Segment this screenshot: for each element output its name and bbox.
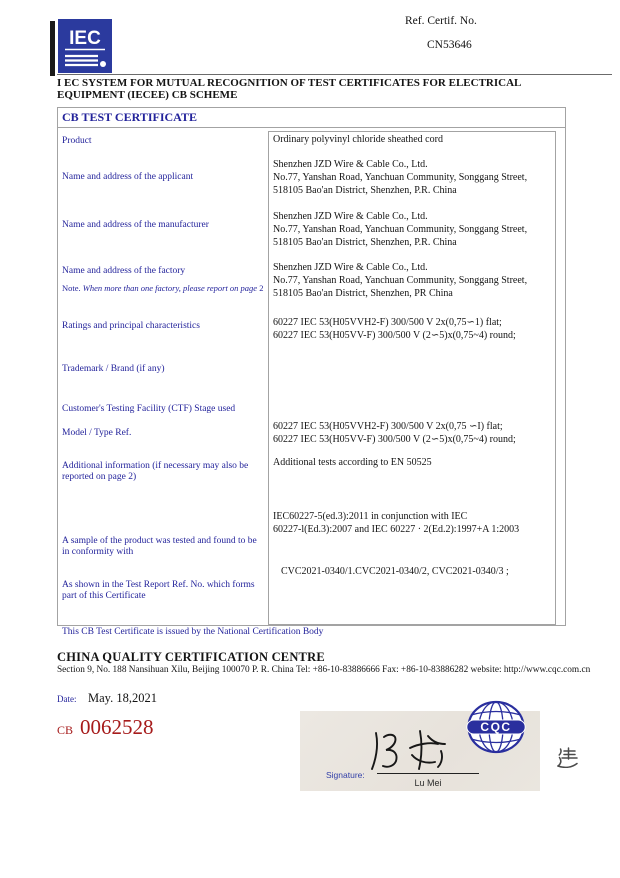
field-label-factory: Name and address of the factory bbox=[62, 266, 186, 276]
value-line: No.77, Yanshan Road, Yanchuan Community, Songgang Street, bbox=[273, 275, 528, 286]
note-italic-text: When more than one factory, please report on page bbox=[82, 283, 258, 293]
cb-number-value: 0062528 bbox=[80, 715, 154, 739]
iec-logo bbox=[58, 19, 112, 73]
note-prefix: Note. bbox=[62, 283, 81, 293]
certificate-footer-note: This CB Test Certificate is issued by the National Certification Body bbox=[62, 627, 324, 637]
field-value-test-report bbox=[273, 566, 551, 579]
value-line: Shenzhen JZD Wire & Cable Co., Ltd. bbox=[273, 262, 428, 273]
cb-number-prefix: CB bbox=[57, 723, 74, 737]
field-value-conformity bbox=[273, 510, 551, 536]
field-value-factory bbox=[273, 261, 551, 300]
date-label: Date: bbox=[57, 694, 77, 704]
value-line: CVC2021-0340/1.CVC2021-0340/2, CVC2021-0340/3 ; bbox=[281, 566, 509, 577]
value-line: Shenzhen JZD Wire & Cable Co., Ltd. bbox=[273, 211, 428, 222]
issuer-address: Section 9, No. 188 Nansihuan Xilu, Beijing 100070 P. R. China Tel: +86-10-83886666 Fax: +86-10-83886282 website: http://www.cqc.com.cn bbox=[57, 665, 591, 675]
signature-strokes bbox=[362, 726, 482, 772]
field-value-model bbox=[273, 420, 551, 446]
field-value-product bbox=[273, 134, 551, 147]
ref-certif-value: CN53646 bbox=[427, 39, 472, 51]
field-label-trademark: Trademark / Brand (if any) bbox=[62, 364, 165, 374]
value-line: No.77, Yanshan Road, Yanchuan Community, Songgang Street, bbox=[273, 172, 528, 183]
issuer-name: CHINA QUALITY CERTIFICATION CENTRE bbox=[57, 650, 325, 664]
signature-handwriting bbox=[362, 726, 482, 772]
field-note-factory bbox=[62, 283, 277, 294]
value-line: 60227 IEC 53(H05VV-F) 300/500 V (2∽5)x(0,75~4) round; bbox=[273, 434, 516, 445]
jian-stamp-strokes bbox=[556, 746, 578, 768]
scheme-heading: I EC SYSTEM FOR MUTUAL RECOGNITION OF TEST CERTIFICATES FOR ELECTRICAL EQUIPMENT (IECEE) CB SCHEME bbox=[57, 77, 521, 101]
date-value: May. 18,2021 bbox=[88, 691, 157, 705]
value-line: 518105 Bao'an District, Shenzhen, P.R. China bbox=[273, 237, 457, 248]
value-line: No.77, Yanshan Road, Yanchuan Community, Songgang Street, bbox=[273, 224, 528, 235]
field-label-conformity: A sample of the product was tested and found to be in conformity with bbox=[62, 536, 257, 557]
field-label-ratings: Ratings and principal characteristics bbox=[62, 321, 200, 331]
field-value-additional-info bbox=[273, 457, 551, 470]
value-line: 60227 IEC 53(H05VVH2-F) 300/500 V 2x(0,75∽1) flat; bbox=[273, 317, 502, 328]
field-value-ratings bbox=[273, 316, 551, 342]
iec-logo-text: IEC bbox=[69, 28, 101, 49]
note-suffix: 2 bbox=[259, 283, 264, 293]
header-rule bbox=[57, 74, 612, 75]
signature-label: Signature: bbox=[326, 770, 365, 780]
value-line: 60227 IEC 53(H05VV-F) 300/500 V (2∽5)x(0,75~4) round; bbox=[273, 330, 516, 341]
value-line: Ordinary polyvinyl chloride sheathed cord bbox=[273, 134, 443, 145]
certificate-title-rule bbox=[57, 127, 565, 128]
value-line: Shenzhen JZD Wire & Cable Co., Ltd. bbox=[273, 159, 428, 170]
jian-stamp-character bbox=[556, 746, 578, 768]
cqc-logo-text: CQC bbox=[480, 720, 512, 734]
field-label-ctf: Customer's Testing Facility (CTF) Stage used bbox=[62, 404, 236, 414]
value-line: 60227-l(Ed.3):2007 and IEC 60227 · 2(Ed.2):1997+A 1:2003 bbox=[273, 524, 520, 535]
field-label-product: Product bbox=[62, 136, 92, 146]
field-value-manufacturer bbox=[273, 210, 551, 249]
cqc-globe-graphic bbox=[466, 700, 526, 756]
field-label-applicant: Name and address of the applicant bbox=[62, 172, 194, 182]
value-line: Additional tests according to EN 50525 bbox=[273, 457, 432, 468]
value-line: 518105 Bao'an District, Shenzhen, P.R. China bbox=[273, 185, 457, 196]
field-label-test-report: As shown in the Test Report Ref. No. which forms part of this Certificate bbox=[62, 580, 255, 601]
ref-certif-label: Ref. Certif. No. bbox=[405, 15, 477, 27]
certificate-title: CB TEST CERTIFICATE bbox=[62, 110, 197, 124]
value-line: 60227 IEC 53(H05VVH2-F) 300/500 V 2x(0,75 ∽I) flat; bbox=[273, 421, 503, 432]
value-line: IEC60227-5(ed.3):2011 in conjunction with IEC bbox=[273, 511, 468, 522]
certificate-value-box bbox=[268, 131, 556, 625]
field-label-manufacturer: Name and address of the manufacturer bbox=[62, 220, 209, 230]
field-label-additional-info: Additional information (if necessary may also be reported on page 2) bbox=[62, 461, 249, 482]
field-value-applicant bbox=[273, 158, 551, 197]
cqc-logo bbox=[466, 700, 526, 756]
value-line: 518105 Bao'an District, Shenzhen, PR China bbox=[273, 288, 453, 299]
signature-line bbox=[377, 773, 479, 774]
iec-logo-spine bbox=[50, 21, 55, 76]
field-label-model: Model / Type Ref. bbox=[62, 428, 132, 438]
signature-name: Lu Mei bbox=[414, 778, 442, 788]
iec-logo-graphic bbox=[58, 19, 112, 73]
